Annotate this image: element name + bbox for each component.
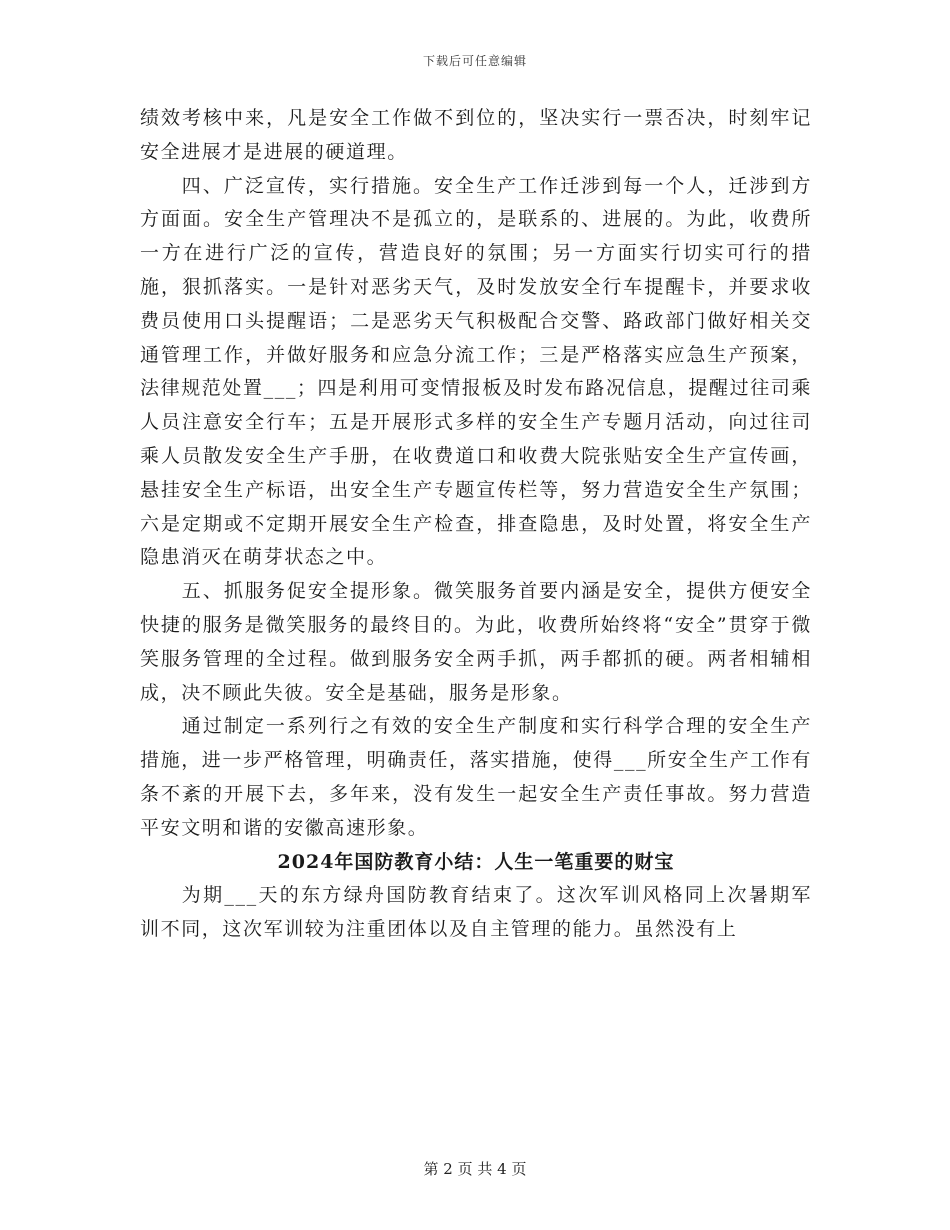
page-header: 下载后可任意编辑 — [422, 54, 527, 68]
paragraph-continuation: 绩效考核中来，凡是安全工作做不到位的，坚决实行一票否决，时刻牢记安全进展才是进展的硬道理。 — [140, 107, 812, 163]
paragraph-new-section: 为期___天的东方绿舟国防教育结束了。这次军训风格同上次暑期军训不同，这次军训较为注重团体以及自主管理的能力。虽然没有上 — [140, 884, 812, 941]
paragraph-section-five: 五、抓服务促安全提形象。微笑服务首要内涵是安全，提供方便安全快捷的服务是微笑服务的最终目的。为此，收费所始终将“安全”贯穿于微笑服务管理的全过程。做到服务安全两手抓，两手都抓的硬。两者相辅相成，决不顾此失彼。安全是基础，服务是形象。 — [140, 580, 812, 704]
document-body — [140, 102, 812, 947]
paragraph-conclusion: 通过制定一系列行之有效的安全生产制度和实行科学合理的安全生产措施，进一步严格管理，明确责任，落实措施，使得___所安全生产工作有条不紊的开展下去，多年来，没有发生一起安全生产责任事故。努力营造平安文明和谐的安徽高速形象。 — [140, 715, 812, 839]
page-number: 第 2 页 共 4 页 — [423, 1160, 527, 1178]
section-title: 2024年国防教育小结：人生一笔重要的财宝 — [277, 850, 675, 873]
paragraph-section-four: 四、广泛宣传，实行措施。安全生产工作迁涉到每一个人，迁涉到方方面面。安全生产管理决不是孤立的，是联系的、进展的。为此，收费所一方在进行广泛的宣传，营造良好的氛围；另一方面实行切实可行的措施，狠抓落实。一是针对恶劣天气，及时发放安全行车提醒卡，并要求收费员使用口头提醒语；二是恶劣天气积极配合交警、路政部门做好相关交通管理工作，并做好服务和应急分流工作；三是严格落实应急生产预案，法律规范处置___；四是利用可变情报板及时发布路况信息，提醒过往司乘人员注意安全行车；五是开展形式多样的安全生产专题月活动，向过往司乘人员散发安全生产手册，在收费道口和收费大院张贴安全生产宣传画，悬挂安全生产标语，出安全生产专题宣传栏等，努力营造安全生产氛围；六是定期或不定期开展安全生产检查，排查隐患，及时处置，将安全生产隐患消灭在萌芽状态之中。 — [140, 174, 812, 569]
